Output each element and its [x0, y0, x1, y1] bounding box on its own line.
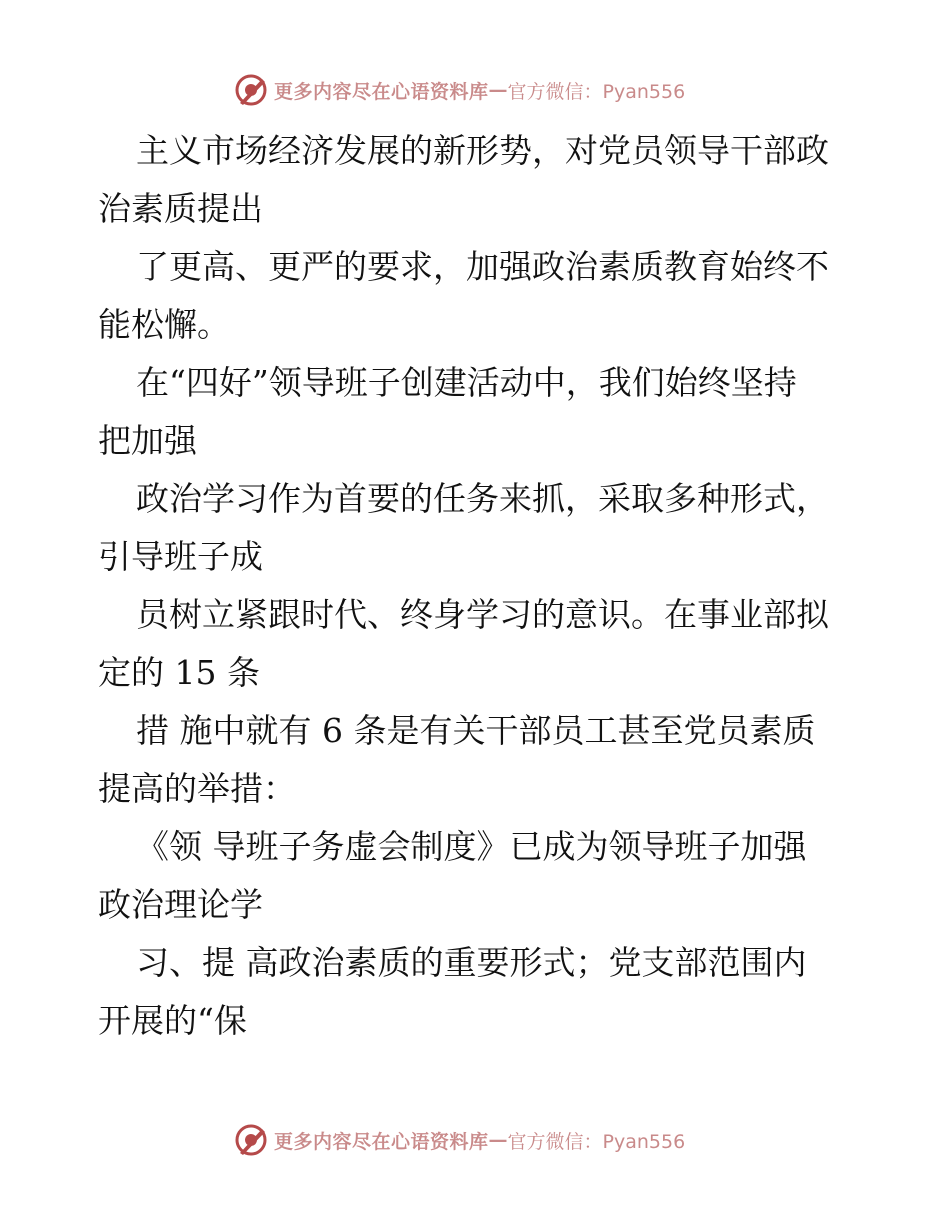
- footer-separator: —: [488, 1129, 508, 1151]
- footer-text: 更多内容尽在心语资料库: [274, 1130, 489, 1153]
- text-line: 能松懈。: [98, 305, 230, 344]
- text-line: 政治理论学: [98, 885, 263, 924]
- pen-logo-icon: [234, 73, 268, 107]
- text-line: 引导班子成: [98, 537, 263, 576]
- text-line: 习、提 高政治素质的重要形式；党支部范围内: [136, 943, 807, 982]
- pen-logo-icon: [234, 1123, 268, 1157]
- text-line: 提高的举措：: [98, 769, 296, 808]
- body-text: [98, 122, 858, 1050]
- text-line: 《领 导班子务虚会制度》已成为领导班子加强: [136, 827, 807, 866]
- header-text: 更多内容尽在心语资料库: [274, 80, 489, 103]
- text-line: 开展的“保: [98, 1001, 247, 1040]
- text-line: 措 施中就有 6 条是有关干部员工甚至党员素质: [136, 711, 816, 750]
- footer-wechat: 官方微信：Pyan556: [507, 1130, 686, 1153]
- footer-banner: [234, 1120, 685, 1160]
- text-line: 员树立紧跟时代、终身学习的意识。在事业部拟: [136, 595, 829, 634]
- text-line: 在“四好”领导班子创建活动中，我们始终坚持: [136, 363, 797, 402]
- header-banner: [234, 70, 685, 110]
- text-line: 把加强: [98, 421, 197, 460]
- text-line: 主义市场经济发展的新形势，对党员领导干部政: [136, 131, 829, 170]
- header-wechat: 官方微信：Pyan556: [507, 80, 686, 103]
- text-line: 了更高、更严的要求，加强政治素质教育始终不: [136, 247, 829, 286]
- text-line: 定的 15 条: [98, 653, 260, 692]
- text-line: 治素质提出: [98, 189, 263, 228]
- text-line: 政治学习作为首要的任务来抓，采取多种形式，: [136, 479, 829, 518]
- header-separator: —: [488, 79, 508, 101]
